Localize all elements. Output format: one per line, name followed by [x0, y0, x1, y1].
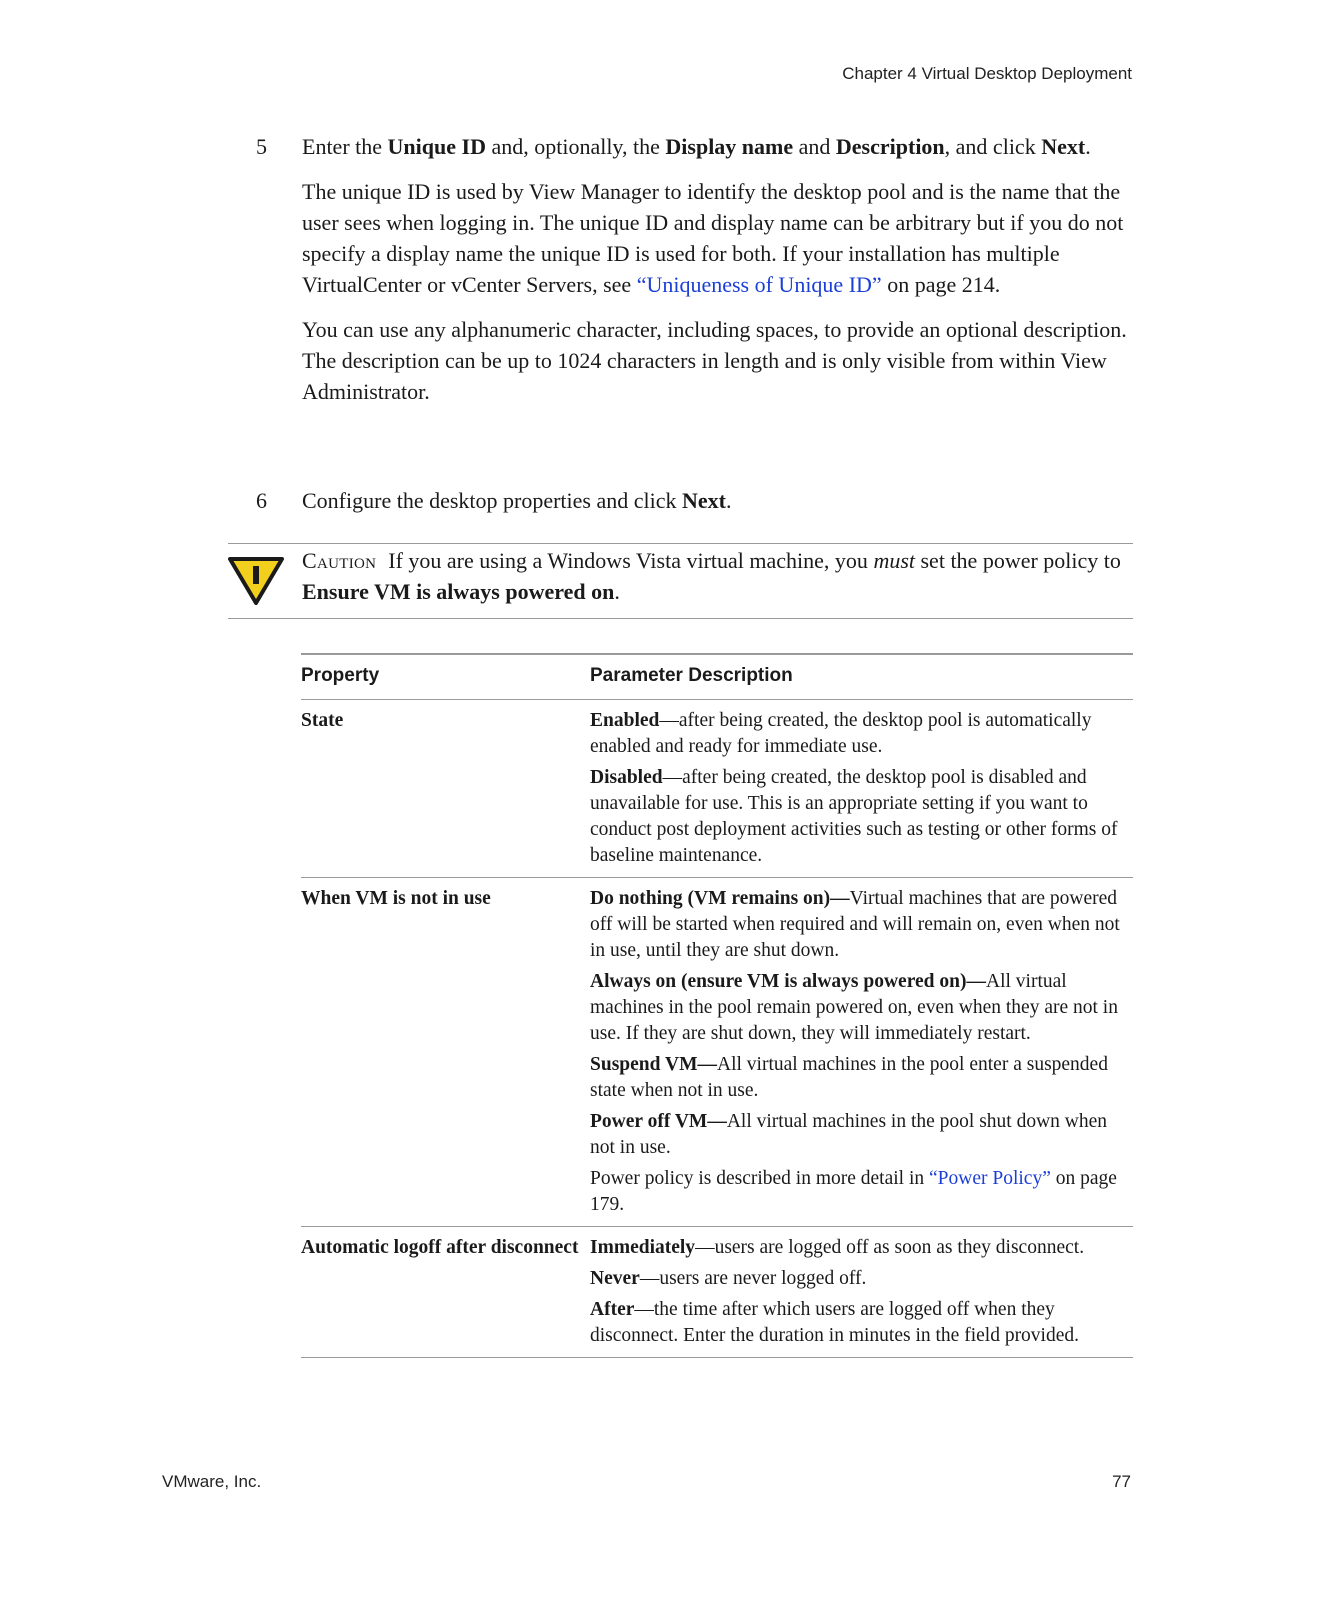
- parameter-description: [590, 1227, 1133, 1358]
- description-paragraph: You can use any alphanumeric character, including spaces, to provide an optional description. The description can be up to 1024 characters in length and is only visible from within View Administrator.: [302, 317, 1127, 404]
- power-policy-note: Power policy is described in more detail in “Power Policy” on page 179.: [590, 1168, 1117, 1215]
- parameter-description: [590, 878, 1133, 1227]
- option-item: Disabled—after being created, the desktop pool is disabled and unavailable for use. This is an appropriate setting if you want to conduct post deployment activities such as testing or other forms of baseline maintenance.: [590, 767, 1118, 866]
- property-table: [301, 653, 1133, 1358]
- option-item: Power off VM—All virtual machines in the pool shut down when not in use.: [590, 1111, 1108, 1158]
- step-5: [256, 131, 1136, 421]
- caution-icon: [228, 556, 284, 606]
- running-header: Chapter 4 Virtual Desktop Deployment: [842, 64, 1132, 83]
- table-row: [301, 878, 1133, 1227]
- step-5-instruction: Enter the Unique ID and, optionally, the Display name and Description, and click Next.: [302, 134, 1091, 159]
- caution-note: [228, 543, 1133, 619]
- page-number: 77: [1112, 1472, 1131, 1491]
- footer-company: VMware, Inc.: [162, 1472, 262, 1491]
- option-item: Never—users are never logged off.: [590, 1268, 867, 1289]
- table-row: [301, 1227, 1133, 1358]
- step-number: 6: [256, 488, 267, 513]
- column-header-property: Property: [301, 654, 590, 700]
- step-6: [256, 485, 1136, 530]
- caution-text: Caution If you are using a Windows Vista virtual machine, you must set the power policy to Ensure VM is always powered on.: [302, 548, 1121, 604]
- uniqueness-link[interactable]: “Uniqueness of Unique ID”: [636, 272, 882, 297]
- step-number: 5: [256, 134, 267, 159]
- caution-label: Caution: [302, 548, 377, 573]
- property-name: Automatic logoff after disconnect: [301, 1227, 590, 1358]
- step-6-instruction: Configure the desktop properties and click Next.: [302, 488, 732, 513]
- parameter-description: [590, 700, 1133, 878]
- option-item: Always on (ensure VM is always powered on)—All virtual machines in the pool remain powered on, even when they are not in use. If they are shut down, they will immediately restart.: [590, 971, 1118, 1044]
- property-name: When VM is not in use: [301, 878, 590, 1227]
- option-item: Do nothing (VM remains on)—Virtual machines that are powered off will be started when required and will remain on, even when not in use, until they are shut down.: [590, 888, 1120, 961]
- option-item: Immediately—users are logged off as soon as they disconnect.: [590, 1237, 1085, 1258]
- property-name: State: [301, 700, 590, 878]
- column-header-description: Parameter Description: [590, 654, 1133, 700]
- table-row: [301, 700, 1133, 878]
- option-item: Suspend VM—All virtual machines in the pool enter a suspended state when not in use.: [590, 1054, 1108, 1101]
- option-item: Enabled—after being created, the desktop pool is automatically enabled and ready for immediate use.: [590, 710, 1092, 757]
- unique-id-paragraph: The unique ID is used by View Manager to identify the desktop pool and is the name that the user sees when logging in. The unique ID and display name can be arbitrary but if you do not specify a display name the unique ID is used for both. If your installation has multiple VirtualCenter or vCenter Servers, see “Uniqueness of Unique ID” on page 214.: [302, 179, 1124, 297]
- power-policy-link[interactable]: “Power Policy”: [929, 1168, 1051, 1189]
- option-item: After—the time after which users are logged off when they disconnect. Enter the duration in minutes in the field provided.: [590, 1299, 1080, 1346]
